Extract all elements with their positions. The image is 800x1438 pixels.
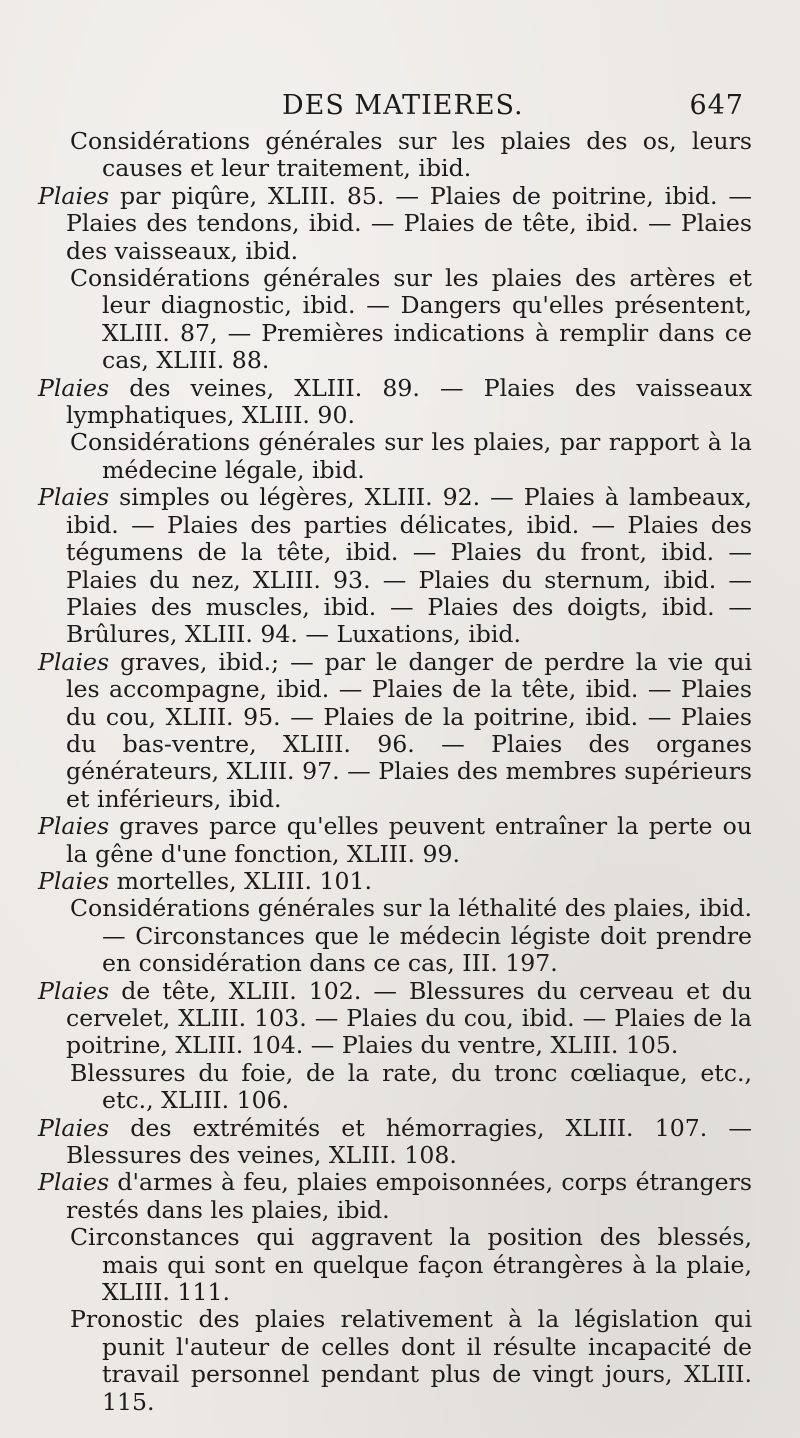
running-title: DES MATIERES. bbox=[282, 90, 524, 121]
index-entry bbox=[38, 183, 752, 265]
entry-text: Blessures du foie, de la rate, du tronc cœliaque, etc., etc., XLIII. 106. bbox=[70, 1058, 752, 1115]
entry-text: graves parce qu'elles peuvent entraîner la perte ou la gêne d'une fonction, XLIII. 99. bbox=[66, 812, 752, 868]
entry-text: Pronostic des plaies relativement à la législation qui punit l'auteur de celles dont il résulte incapacité de travail personnel pendant plus de vingt jours, XLIII. 115. bbox=[70, 1305, 752, 1416]
index-entry bbox=[38, 649, 752, 813]
entry-text: Considérations générales sur la léthalité des plaies, ibid. — Circonstances que le médecin légiste doit prendre en considération dans ce cas, III. 197. bbox=[70, 894, 752, 978]
entry-lead: Plaies bbox=[38, 1168, 110, 1197]
entry-lead: Plaies bbox=[38, 181, 110, 210]
entry-lead: Plaies bbox=[38, 1113, 110, 1142]
index-entry bbox=[38, 375, 752, 430]
index-entry bbox=[38, 868, 752, 895]
entry-lead: Plaies bbox=[38, 812, 110, 841]
index-body bbox=[38, 128, 752, 1416]
entry-lead: Plaies bbox=[38, 373, 110, 402]
index-entry bbox=[38, 1060, 752, 1115]
entry-text: des extrémités et hémorragies, XLIII. 107. — Blessures des veines, XLIII. 108. bbox=[66, 1113, 752, 1170]
index-entry bbox=[38, 484, 752, 648]
entry-lead: Plaies bbox=[38, 976, 110, 1005]
entry-lead: Plaies bbox=[38, 483, 110, 512]
index-entry bbox=[38, 1306, 752, 1416]
index-entry bbox=[38, 895, 752, 977]
entry-text: graves, ibid.; — par le danger de perdre la vie qui les accompagne, ibid. — Plaies de la tête, ibid. — Plaies du cou, XLIII. 95. — Plaies de la poitrine, ibid. — Plaies du bas-ventre, XLIII. 96. — Plaies des organes générateurs, XLIII. 97. — Plaies des membres supérieurs et inférieurs, ibid. bbox=[66, 647, 752, 813]
entry-text: simples ou légères, XLIII. 92. — Plaies à lambeaux, ibid. — Plaies des parties délicates, ibid. — Plaies des tégumens de la tête, ibid. — Plaies du front, ibid. — Plaies du nez, XLIII. 93. — Plaies du sternum, ibid. — Plaies des muscles, ibid. — Plaies des doigts, ibid. — Brûlures, XLIII. 94. — Luxations, ibid. bbox=[66, 483, 752, 649]
entry-text: Considérations générales sur les plaies, par rapport à la médecine légale, ibid. bbox=[70, 428, 752, 484]
index-entry bbox=[38, 1224, 752, 1306]
entry-text: de tête, XLIII. 102. — Blessures du cerveau et du cervelet, XLIII. 103. — Plaies du cou, ibid. — Plaies de la poitrine, XLIII. 104. — Plaies du ventre, XLIII. 105. bbox=[66, 976, 752, 1060]
index-entry bbox=[38, 1115, 752, 1170]
page-number: 647 bbox=[689, 90, 744, 121]
entry-text: Considérations générales sur les plaies des artères et leur diagnostic, ibid. — Dangers qu'elles présentent, XLIII. 87, — Premières indications à remplir dans ce cas, XLIII. 88. bbox=[70, 264, 752, 375]
running-header bbox=[38, 90, 752, 128]
entry-lead: Plaies bbox=[38, 647, 110, 676]
entry-text: Circonstances qui aggravent la position des blessés, mais qui sont en quelque façon étrangères à la plaie, XLIII. 111. bbox=[70, 1223, 752, 1307]
entry-text: d'armes à feu, plaies empoisonnées, corps étrangers restés dans les plaies, ibid. bbox=[66, 1168, 752, 1224]
index-entry bbox=[38, 813, 752, 868]
entry-text: par piqûre, XLIII. 85. — Plaies de poitrine, ibid. — Plaies des tendons, ibid. — Plaies de tête, ibid. — Plaies des vaisseaux, ibid. bbox=[66, 181, 752, 265]
index-entry bbox=[38, 265, 752, 375]
index-entry bbox=[38, 128, 752, 183]
index-entry bbox=[38, 429, 752, 484]
index-entry bbox=[38, 1169, 752, 1224]
index-entry bbox=[38, 978, 752, 1060]
entry-text: des veines, XLIII. 89. — Plaies des vaisseaux lymphatiques, XLIII. 90. bbox=[66, 373, 753, 430]
entry-text: Considérations générales sur les plaies des os, leurs causes et leur traitement, ibid. bbox=[70, 127, 752, 183]
entry-lead: Plaies bbox=[38, 866, 110, 895]
entry-text: mortelles, XLIII. 101. bbox=[116, 866, 373, 895]
